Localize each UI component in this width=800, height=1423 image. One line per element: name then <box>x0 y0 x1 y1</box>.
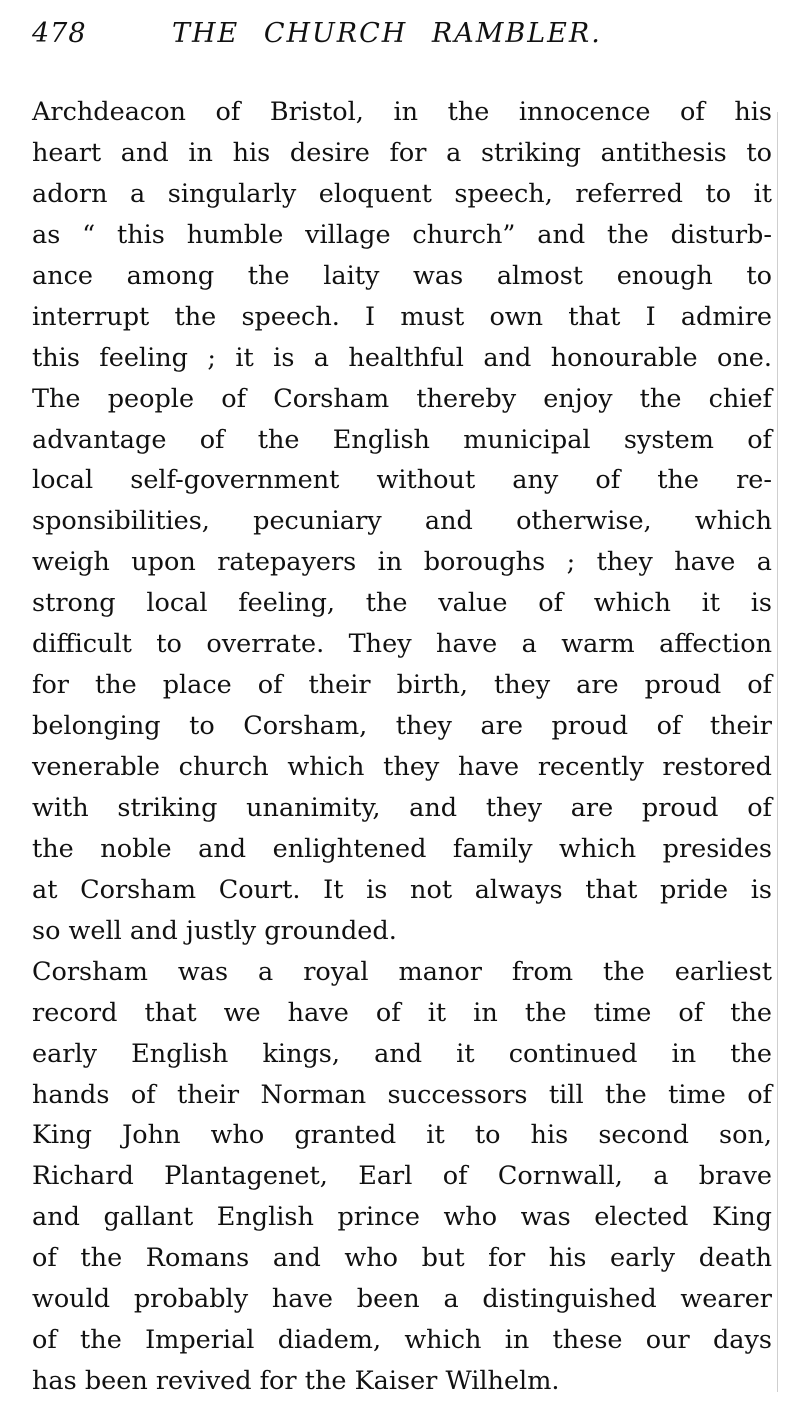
text-line: of the Imperial diadem, which in these our days <box>32 1325 772 1356</box>
paragraph-end-line: has been revived for the Kaiser Wilhelm. <box>32 1366 560 1397</box>
text-line: adorn a singularly eloquent speech, referred to it <box>32 178 772 209</box>
text-line: for the place of their birth, they are proud of <box>32 670 772 701</box>
text-line: record that we have of it in the time of the <box>32 997 772 1028</box>
text-line: with striking unanimity, and they are proud of <box>32 792 772 823</box>
body-text <box>32 92 772 1402</box>
text-line: this feeling ; it is a healthful and honourable one. <box>32 342 772 373</box>
text-line: of the Romans and who but for his early death <box>32 1243 772 1274</box>
text-line: King John who granted it to his second son, <box>32 1120 772 1151</box>
text-line: strong local feeling, the value of which it is <box>32 588 772 619</box>
text-line: local self-government without any of the re- <box>32 465 772 496</box>
running-title: THE CHURCH RAMBLER. <box>172 18 602 49</box>
scan-edge-rule <box>777 112 778 1392</box>
text-line: hands of their Norman successors till the time of <box>32 1079 772 1110</box>
paragraph-first-line: Corsham was a royal manor from the earliest <box>32 956 772 987</box>
text-line: Archdeacon of Bristol, in the innocence of his <box>32 97 772 127</box>
text-line: would probably have been a distinguished wearer <box>32 1284 772 1315</box>
text-line: ance among the laity was almost enough to <box>32 260 772 291</box>
text-line: advantage of the English municipal system of <box>32 424 772 455</box>
text-line: weigh upon ratepayers in boroughs ; they have a <box>32 547 772 578</box>
text-line: heart and in his desire for a striking antithesis to <box>32 137 772 168</box>
page-header <box>32 14 772 58</box>
text-line: venerable church which they have recently restored <box>32 752 772 782</box>
text-line: the noble and enlightened family which presides <box>32 833 772 864</box>
text-line: and gallant English prince who was elected King <box>32 1202 772 1233</box>
text-line: interrupt the speech. I must own that I admire <box>32 301 772 332</box>
text-line: early English kings, and it continued in the <box>32 1038 772 1069</box>
text-line: as “ this humble village church” and the disturb- <box>32 219 772 250</box>
text-line: difficult to overrate. They have a warm affection <box>32 629 772 660</box>
page-number: 478 <box>32 18 87 49</box>
text-line: The people of Corsham thereby enjoy the chief <box>32 383 772 414</box>
paragraph-end-line: so well and justly grounded. <box>32 915 397 946</box>
text-line: at Corsham Court. It is not always that pride is <box>32 874 772 905</box>
text-line: belonging to Corsham, they are proud of their <box>32 711 772 742</box>
text-line: Richard Plantagenet, Earl of Cornwall, a brave <box>32 1161 772 1192</box>
text-line: sponsibilities, pecuniary and otherwise, which <box>32 506 772 537</box>
